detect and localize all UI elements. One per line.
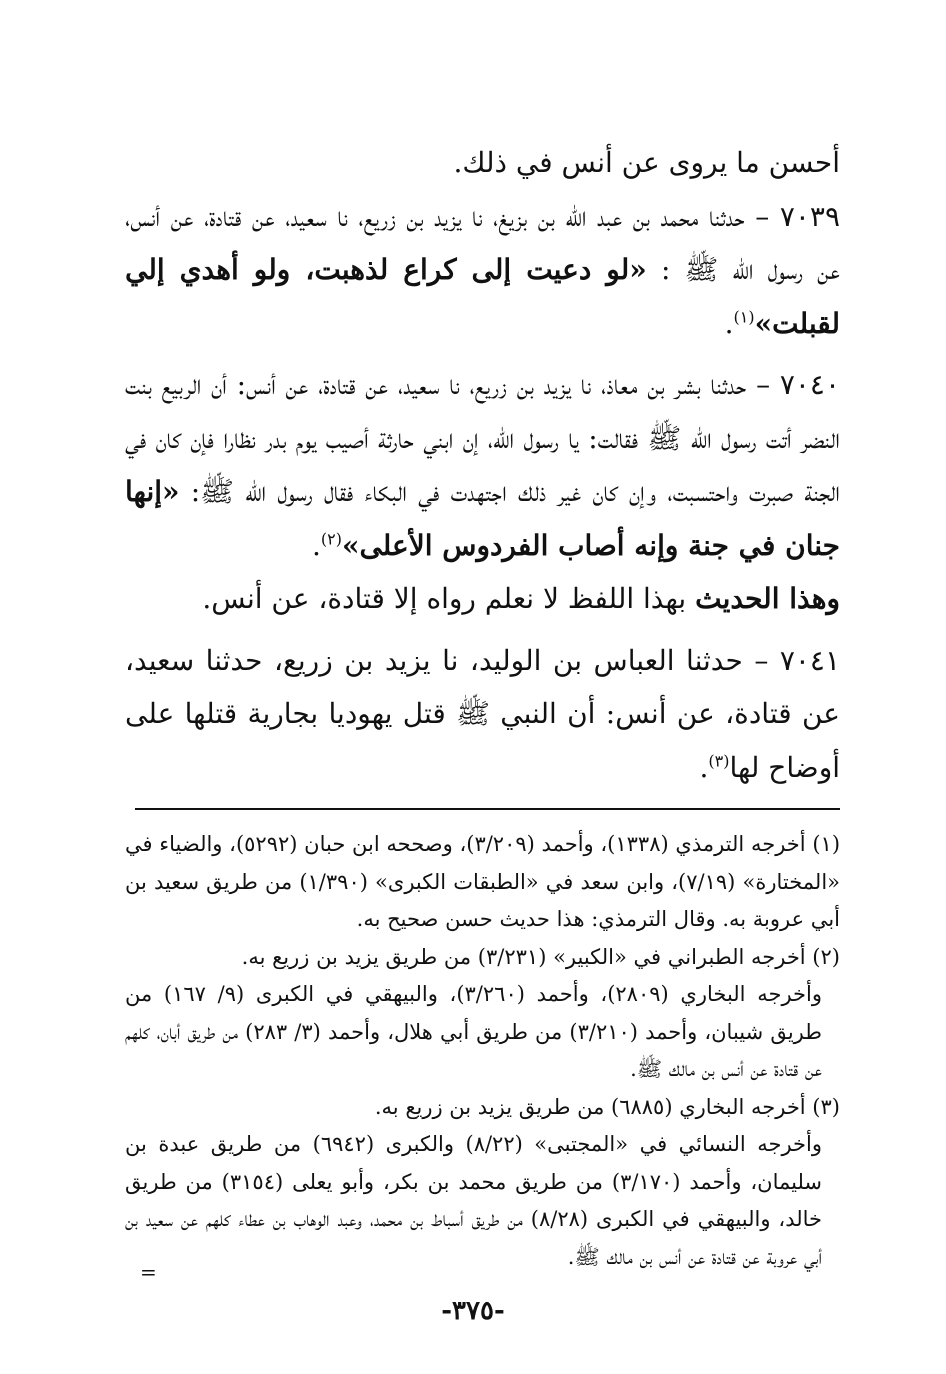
page-number: -٣٧٥- [441, 1296, 505, 1326]
hadith-7040 [125, 358, 840, 572]
hadith-number: ٧٠٣٩ [779, 199, 840, 233]
punctuation: . [724, 306, 734, 340]
hadith-isnad: – حدثنا بشر بن معاذ، نا يزيد بن زريع، نا سعيد، عن قتادة، عن أنس: أن الربيع بنت النضر أتت رسول الله ﷺ فقالت: يا رسول الله، إن ابني حارثة أصيب يوم بدر نظارا فإن كان في الجنة صبرت واحتسبت، وإن كان غير ذلك اجتهدت في البكاء فقال رسول الله ﷺ: [125, 368, 840, 508]
page-body [125, 136, 840, 1276]
footnotes [125, 826, 840, 1276]
hadith-7039 [125, 190, 840, 351]
punctuation: . [311, 528, 321, 562]
main-text [125, 136, 840, 794]
footnote-3-continued: وأخرجه النسائي في «المجتبى» (٨/٢٢) والكبرى (٦٩٤٢) من طريق عبدة بن سليمان، وأحمد (٣/١٧٠) من طريق محمد بن بكر، وأبو يعلى (٣١٥٤) من طريق خالد، والبيهقي في الكبرى (٨/٢٨) من طريق أسباط بن محمد، وعبد الوهاب بن عطاء كلهم عن سعيد بن أبي عروبة عن قتادة عن أنس بن مالك ﷺ. [125, 1132, 823, 1269]
footnote-3: (٣) أخرجه البخاري (٦٨٨٥) من طريق يزيد بن زريع به. [374, 1094, 840, 1119]
comment-bold: وهذا الحديث [695, 582, 840, 615]
footnote-ref[interactable]: (٢) [320, 529, 342, 549]
hadith-isnad: – حدثنا العباس بن الوليد، نا يزيد بن زريع، حدثنا سعيد، عن قتادة، عن أنس: أن النبي ﷺ قتل يهوديا بجارية قتلها على أوضاح لها [125, 643, 840, 784]
author-comment [125, 572, 840, 626]
hadith-number: ٧٠٤٠ [779, 368, 840, 401]
footnote-2-continued: وأخرجه البخاري (٢٨٠٩)، وأحمد (٣/٢٦٠)، والبيهقي في الكبرى (٩/ ١٦٧) من طريق شيبان، وأحمد (٣/٢١٠) من طريق أبي هلال، وأحمد (٣/ ٢٨٣) من طريق أبان، كلهم عن قتادة عن أنس بن مالك ﷺ. [125, 982, 822, 1081]
hadith-matn: «إنها جنان في جنة وإنه أصاب الفردوس الأعلى» [125, 475, 840, 562]
hadith-7041 [125, 634, 840, 795]
hadith-matn: «لو دعيت إلى كراع لذهبت، ولو أهدي إلي لقبلت» [125, 253, 840, 340]
footnote-separator [135, 808, 840, 810]
hadith-isnad: – حدثنا محمد بن عبد الله بن بزيغ، نا يزيد بن زريع، نا سعيد، عن قتادة، عن أنس، عن رسول الله ﷺ : [125, 199, 840, 286]
footnote-ref[interactable]: (١) [733, 307, 755, 327]
footnote-1: (١) أخرجه الترمذي (١٣٣٨)، وأحمد (٣/٢٠٩)، وصححه ابن حبان (٥٢٩٢)، والضياء في «المختارة» (٧/١٩)، وابن سعد في «الطبقات الكبرى» (١/٣٩٠) من طريق سعيد بن أبي عروبة به. وقال الترمذي: هذا حديث حسن صحيح به. [125, 832, 841, 931]
intro-line: أحسن ما يروى عن أنس في ذلك. [453, 146, 840, 179]
hadith-number: ٧٠٤١ [779, 643, 840, 677]
punctuation: . [699, 750, 709, 784]
continuation-mark: = [140, 1260, 157, 1284]
comment-text: بهذا اللفظ لا نعلم رواه إلا قتادة، عن أنس. [202, 582, 696, 615]
footnote-ref[interactable]: (٣) [708, 751, 730, 771]
footnote-2: (٢) أخرجه الطبراني في «الكبير» (٣/٢٣١) من طريق يزيد بن زريع به. [241, 944, 840, 969]
